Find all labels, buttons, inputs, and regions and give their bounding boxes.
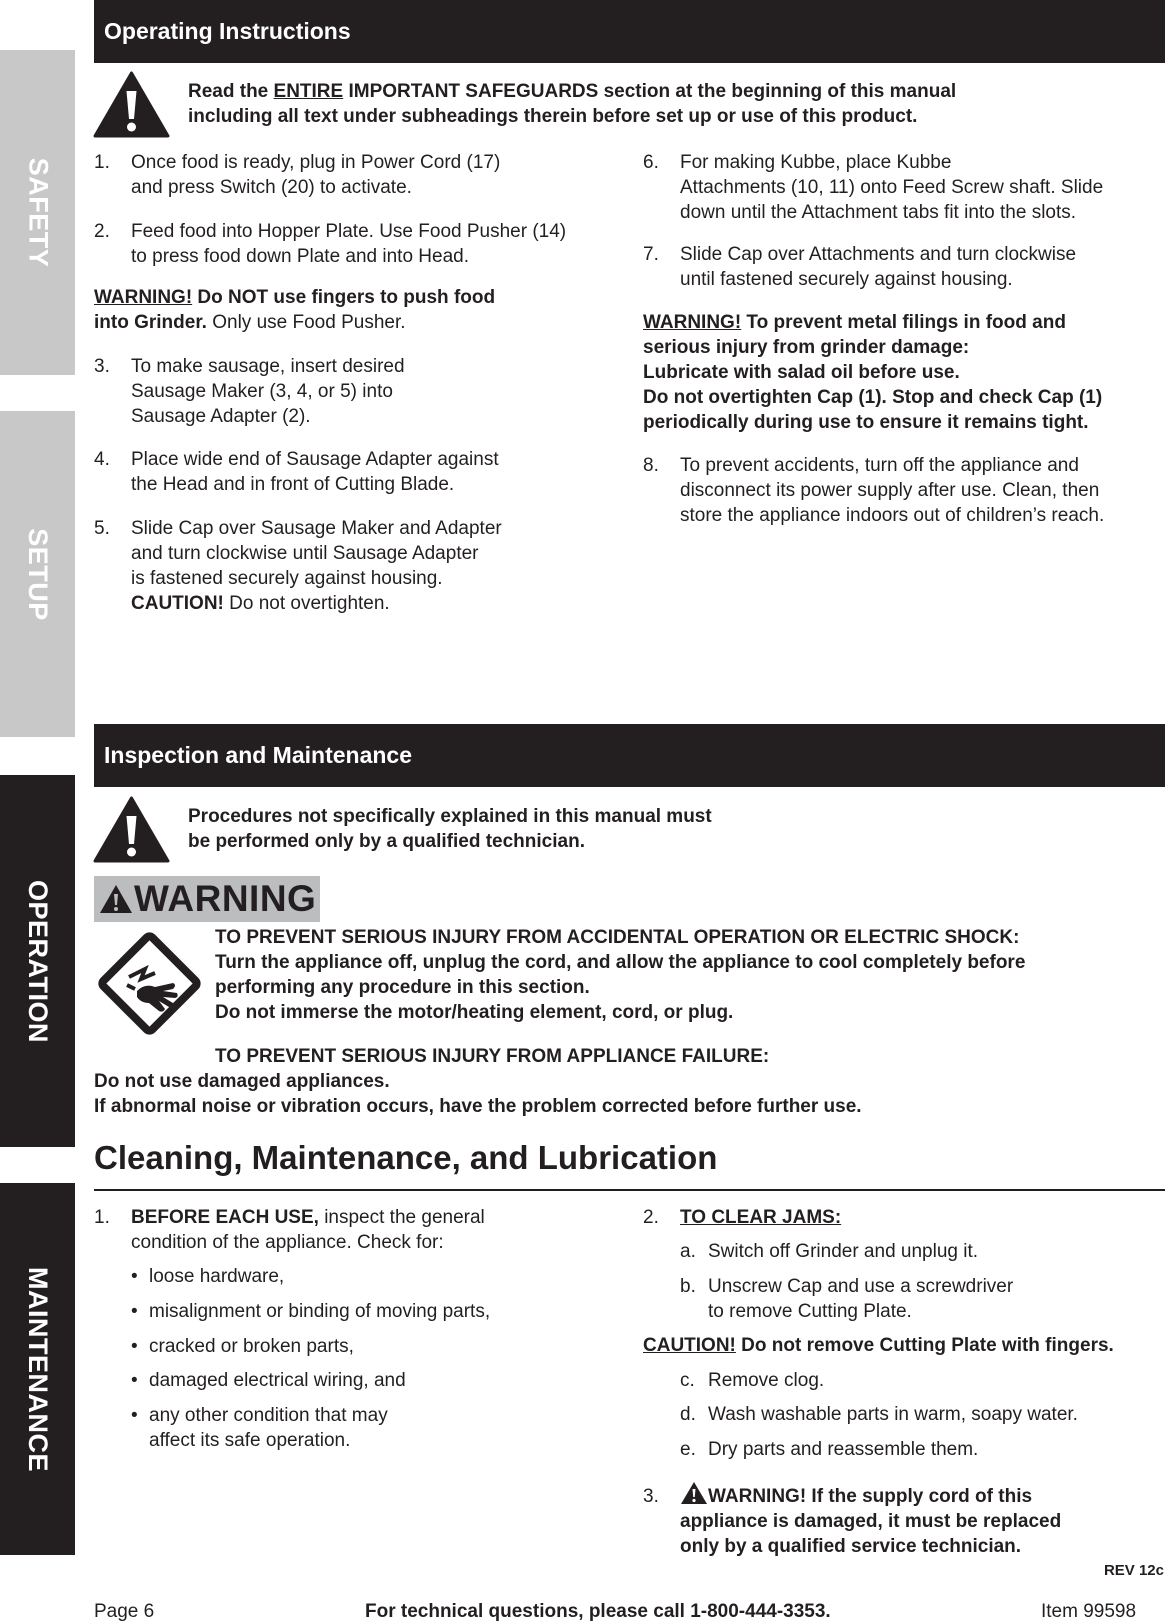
warning-metal-filings: WARNING! To prevent metal filings in food and serious injury from grinder damage: Lubricate with salad oil before use. Do not overtighten Cap (1). Stop and check Cap (1) periodically during use to ensure it remains tight.	[643, 312, 1103, 433]
side-tab-label: SAFETY	[23, 157, 54, 268]
failure-warning-text: Do not use damaged appliances. If abnormal noise or vibration occurs, have the problem corrected before further use.	[94, 1071, 862, 1117]
supply-cord-warning: WARNING! If the supply cord of this appliance is damaged, it must be replaced only by a qualified service technician.	[680, 1486, 1062, 1557]
section-header-operating	[94, 0, 1165, 63]
step-item: d. Wash washable parts in warm, soapy water.	[680, 1404, 1078, 1425]
safety-alert-icon	[93, 71, 170, 138]
cleaning-title: Cleaning, Maintenance, and Lubrication	[94, 1139, 718, 1176]
item-number: Item 99598	[1041, 1601, 1137, 1622]
failure-warning-heading: TO PREVENT SERIOUS INJURY FROM APPLIANCE FAILURE:	[215, 1046, 770, 1067]
side-tab-label: SETUP	[23, 527, 53, 621]
side-tab-label: MAINTENANCE	[23, 1266, 53, 1472]
title-rule	[94, 1189, 1165, 1191]
support-phone: For technical questions, please call 1-800-444-3353.	[365, 1601, 831, 1622]
side-tab-maintenance	[0, 1183, 75, 1555]
shock-warning-text: TO PREVENT SERIOUS INJURY FROM ACCIDENTAL OPERATION OR ELECTRIC SHOCK: Turn the appliance off, unplug the cord, and allow the appliance to cool completely before performing any procedure in this section. Do not immerse the motor/heating element, cord, or plug.	[215, 927, 1026, 1023]
step-item: b. Unscrew Cap and use a screwdriver to remove Cutting Plate.	[680, 1276, 1014, 1322]
warning-badge	[94, 876, 320, 922]
side-tab-setup	[0, 411, 75, 737]
warning-triangle-icon	[98, 883, 134, 915]
section-header-inspection	[94, 724, 1165, 787]
side-tab-operation	[0, 775, 75, 1147]
section-title: Operating Instructions	[104, 18, 351, 44]
electric-shock-icon	[93, 927, 206, 1040]
step-item: c. Remove clog.	[680, 1370, 825, 1391]
page-number: Page 6	[94, 1601, 155, 1622]
section-title: Inspection and Maintenance	[104, 742, 412, 768]
side-tab-label: OPERATION	[23, 879, 54, 1043]
warning-badge-label: WARNING	[134, 878, 317, 919]
warning-fingers: WARNING! Do NOT use fingers to push food into Grinder. Only use Food Pusher.	[94, 287, 496, 333]
side-tab-safety	[0, 50, 75, 375]
qualified-technician-note: Procedures not specifically explained in this manual must be performed only by a qualified technician.	[188, 806, 712, 852]
revision-code: REV 12c	[1103, 1562, 1164, 1579]
step-item: a. Switch off Grinder and unplug it.	[680, 1241, 979, 1262]
bullet-item-continuation: affect its safe operation.	[149, 1430, 351, 1451]
safety-alert-icon	[93, 796, 170, 863]
caution-cutting-plate: CAUTION! Do not remove Cutting Plate with fingers.	[643, 1335, 1114, 1356]
step-item: e. Dry parts and reassemble them.	[680, 1439, 979, 1460]
safeguard-notice: Read the ENTIRE IMPORTANT SAFEGUARDS section at the beginning of this manual including all text under subheadings therein before set up or use of this product.	[188, 81, 957, 127]
